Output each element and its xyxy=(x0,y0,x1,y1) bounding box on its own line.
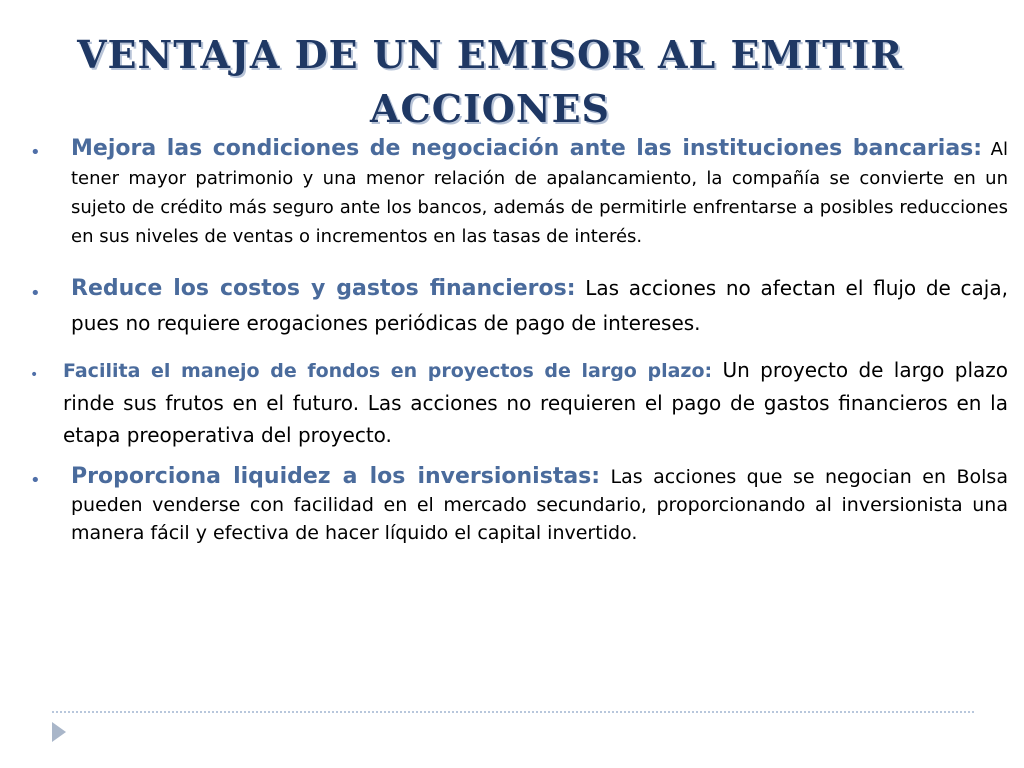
footer-divider xyxy=(52,711,974,713)
bullet-icon: • xyxy=(30,142,41,163)
slide-title-line-1: VENTAJA DE UN EMISOR AL EMITIR xyxy=(77,32,903,77)
bullet-body-text: Un proyecto de largo plazo rinde sus frutos en el futuro. Las acciones no requieren el pago de gastos financieros en la etapa preoperativa del proyecto. xyxy=(63,358,1009,447)
bullet-lead-text: Facilita el manejo de fondos en proyectos de largo plazo: xyxy=(63,360,713,382)
bullet-lead-text: Mejora las condiciones de negociación ante las instituciones bancarias: xyxy=(71,136,983,161)
bullet-body-text: Las acciones que se negocian en Bolsa pueden venderse con facilidad en el mercado secundario, proporcionando al inversionista una manera fácil y efectiva de hacer líquido el capital invertido. xyxy=(71,466,1008,544)
bullet-item-costs xyxy=(30,271,1008,340)
bullet-item-negotiation xyxy=(30,134,1008,251)
bullet-lead-text: Proporciona liquidez a los inversionistas: xyxy=(71,464,601,489)
bullet-lead-text: Reduce los costos y gastos financieros: xyxy=(71,276,576,301)
bullet-icon: • xyxy=(30,367,39,383)
bullet-list xyxy=(30,134,1008,547)
slide-title xyxy=(40,28,940,136)
play-triangle-icon[interactable] xyxy=(52,722,66,742)
slide-title-line-2: ACCIONES xyxy=(370,86,610,131)
bullet-item-liquidity xyxy=(30,463,1008,547)
bullet-item-long-term-funds xyxy=(30,354,1008,451)
bullet-body-text: Las acciones no afectan el flujo de caja, pues no requiere erogaciones periódicas de pago de intereses. xyxy=(71,276,1008,335)
bullet-icon: • xyxy=(30,470,41,491)
bullet-body-text: Al tener mayor patrimonio y una menor relación de apalancamiento, la compañía se convierte en un sujeto de crédito más seguro ante los bancos, además de permitirle enfrentarse a posibles reducciones en sus niveles de ventas o incrementos en las tasas de interés. xyxy=(71,139,1008,247)
bullet-icon: • xyxy=(30,283,41,304)
